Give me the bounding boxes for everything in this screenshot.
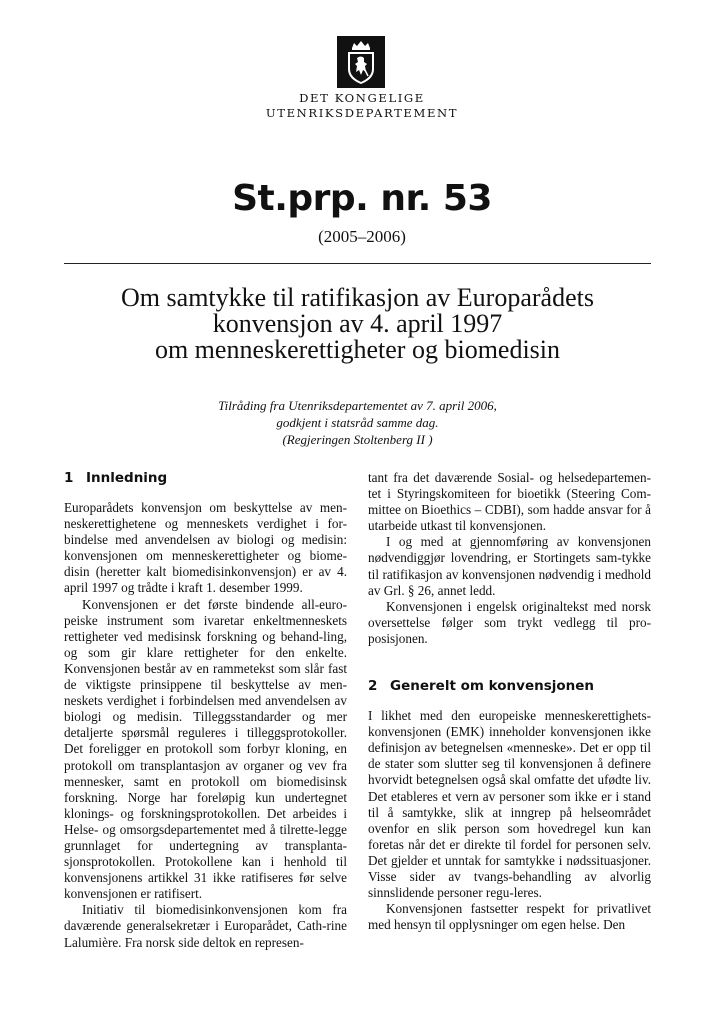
section-title: Generelt om konvensjonen (390, 678, 595, 695)
approval-line: (Regjeringen Stoltenberg II ) (282, 432, 433, 447)
title-line: konvensjon av 4. april 1997 (212, 309, 503, 338)
paragraph: Europarådets konvensjon om beskyttelse av men-neskerettighetene og menneskets verdighet i for-bindelse med anvendelsen av biologi og medisin: konvensjonen om menneskerettigheter og biome-disin (heretter kalt biomedisinkonvensjon) er av 4. april 1997 og trådte i kraft 1. desember 1999. (64, 500, 347, 596)
section-number: 2 (368, 678, 378, 695)
paragraph: tant fra det daværende Sosial- og helsedepartemen-tet i Styringskomiteen for bioetikk (Steering Com-mittee on Bioethics – CDBI), som hadde ansvar for å utarbeide utkast til konvensjonen. (368, 470, 651, 534)
title-line: om menneskerettigheter og biomedisin (154, 335, 561, 364)
paragraph: Konvensjonen i engelsk originaltekst med norsk oversettelse følger som trykt vedlegg til pro-posisjonen. (368, 598, 651, 646)
paragraph: Konvensjonen er det første bindende all-euro-peiske instrument som ivaretar enkeltmenneskets rettigheter ved medisinsk forskning og behand-ling, og som gir klare rettigheter for den enkelte. Konvensjonen består av en rammetekst som slår fast de viktigste prinsippene til beskyttelse av men-neskets verdighet i forbindelsen med anvendelsen av biologi og medisin. Tilleggsstandarder og mer detaljerte spørsmål reguleres i tilleggsprotokoller. Det foreligger en protokoll som forbyr kloning, en protokoll om transplantasjon av organer og vev fra mennesker, samt en protokoll om biomedisinsk forskning. Norge har foreløpig kun undertegnet klonings- og forskningsprotokollen. Det arbeides i Helse- og omsorgsdepartementet med å tilrette-legge grunnlaget for undertegning av transplanta-sjonsprotokollen. Protokollene kan i henhold til konvensjonens artikkel 31 ikke ratifiseres før selve konvensjonen er ratifisert. (64, 596, 347, 902)
left-column (64, 470, 347, 951)
section-number: 1 (64, 470, 74, 486)
norwegian-coat-of-arms-icon (337, 36, 385, 88)
approval-note (64, 397, 651, 448)
title-line: Om samtykke til ratifikasjon av Europarådets (121, 283, 594, 312)
paragraph: Initiativ til biomedisinkonvensjonen kom fra daværende generalsekretær i Europarådet, Cath-rine Lalumière. Fra norsk side deltok en represen- (64, 902, 347, 950)
approval-line: Tilråding fra Utenriksdepartementet av 7. april 2006, (218, 398, 497, 413)
section-heading (64, 470, 347, 486)
title-divider (64, 263, 651, 264)
document-title (64, 285, 651, 363)
ministry-line-1: DET KONGELIGE (299, 91, 425, 105)
approval-line: godkjent i statsråd samme dag. (276, 415, 439, 430)
paragraph: I og med at gjennomføring av konvensjonen nødvendiggjør lovendring, er Stortingets sam-tykke til ratifikasjon av konvensjonen nødvendig i medhold av Grl. § 26, annet ledd. (368, 534, 651, 598)
ministry-line-2: UTENRIKSDEPARTEMENT (265, 106, 459, 120)
section-title: Innledning (86, 470, 168, 486)
session-years: (2005–2006) (318, 227, 406, 246)
paragraph: I likhet med den europeiske menneskerettighets-konvensjonen (EMK) inneholder konvensjonen ikke definisjon av betegnelsen «menneske». Det er opp til de stater som slutter seg til konvensjonen å definere hvorvidt betegnelsen også skal omfatte det ufødte liv. Det etableres et vern av personer som ikke er i stand til å samtykke, slik at inngrep på helseområdet ovenfor en slik person som hovedregel kun kan foretas når det er direkte til fordel for personen selv. Det gjelder et unntak for samtykke i nødssituasjoner. Visse sider av tvangs-behandling av alvorlig sinnslidende personer regu-leres. (368, 708, 651, 901)
section-heading (368, 678, 651, 694)
right-column (368, 470, 651, 933)
paragraph: Konvensjonen fastsetter respekt for privatlivet med hensyn til opplysninger om egen helse. Den (368, 901, 651, 933)
document-number: St.prp. nr. 53 (232, 178, 492, 219)
